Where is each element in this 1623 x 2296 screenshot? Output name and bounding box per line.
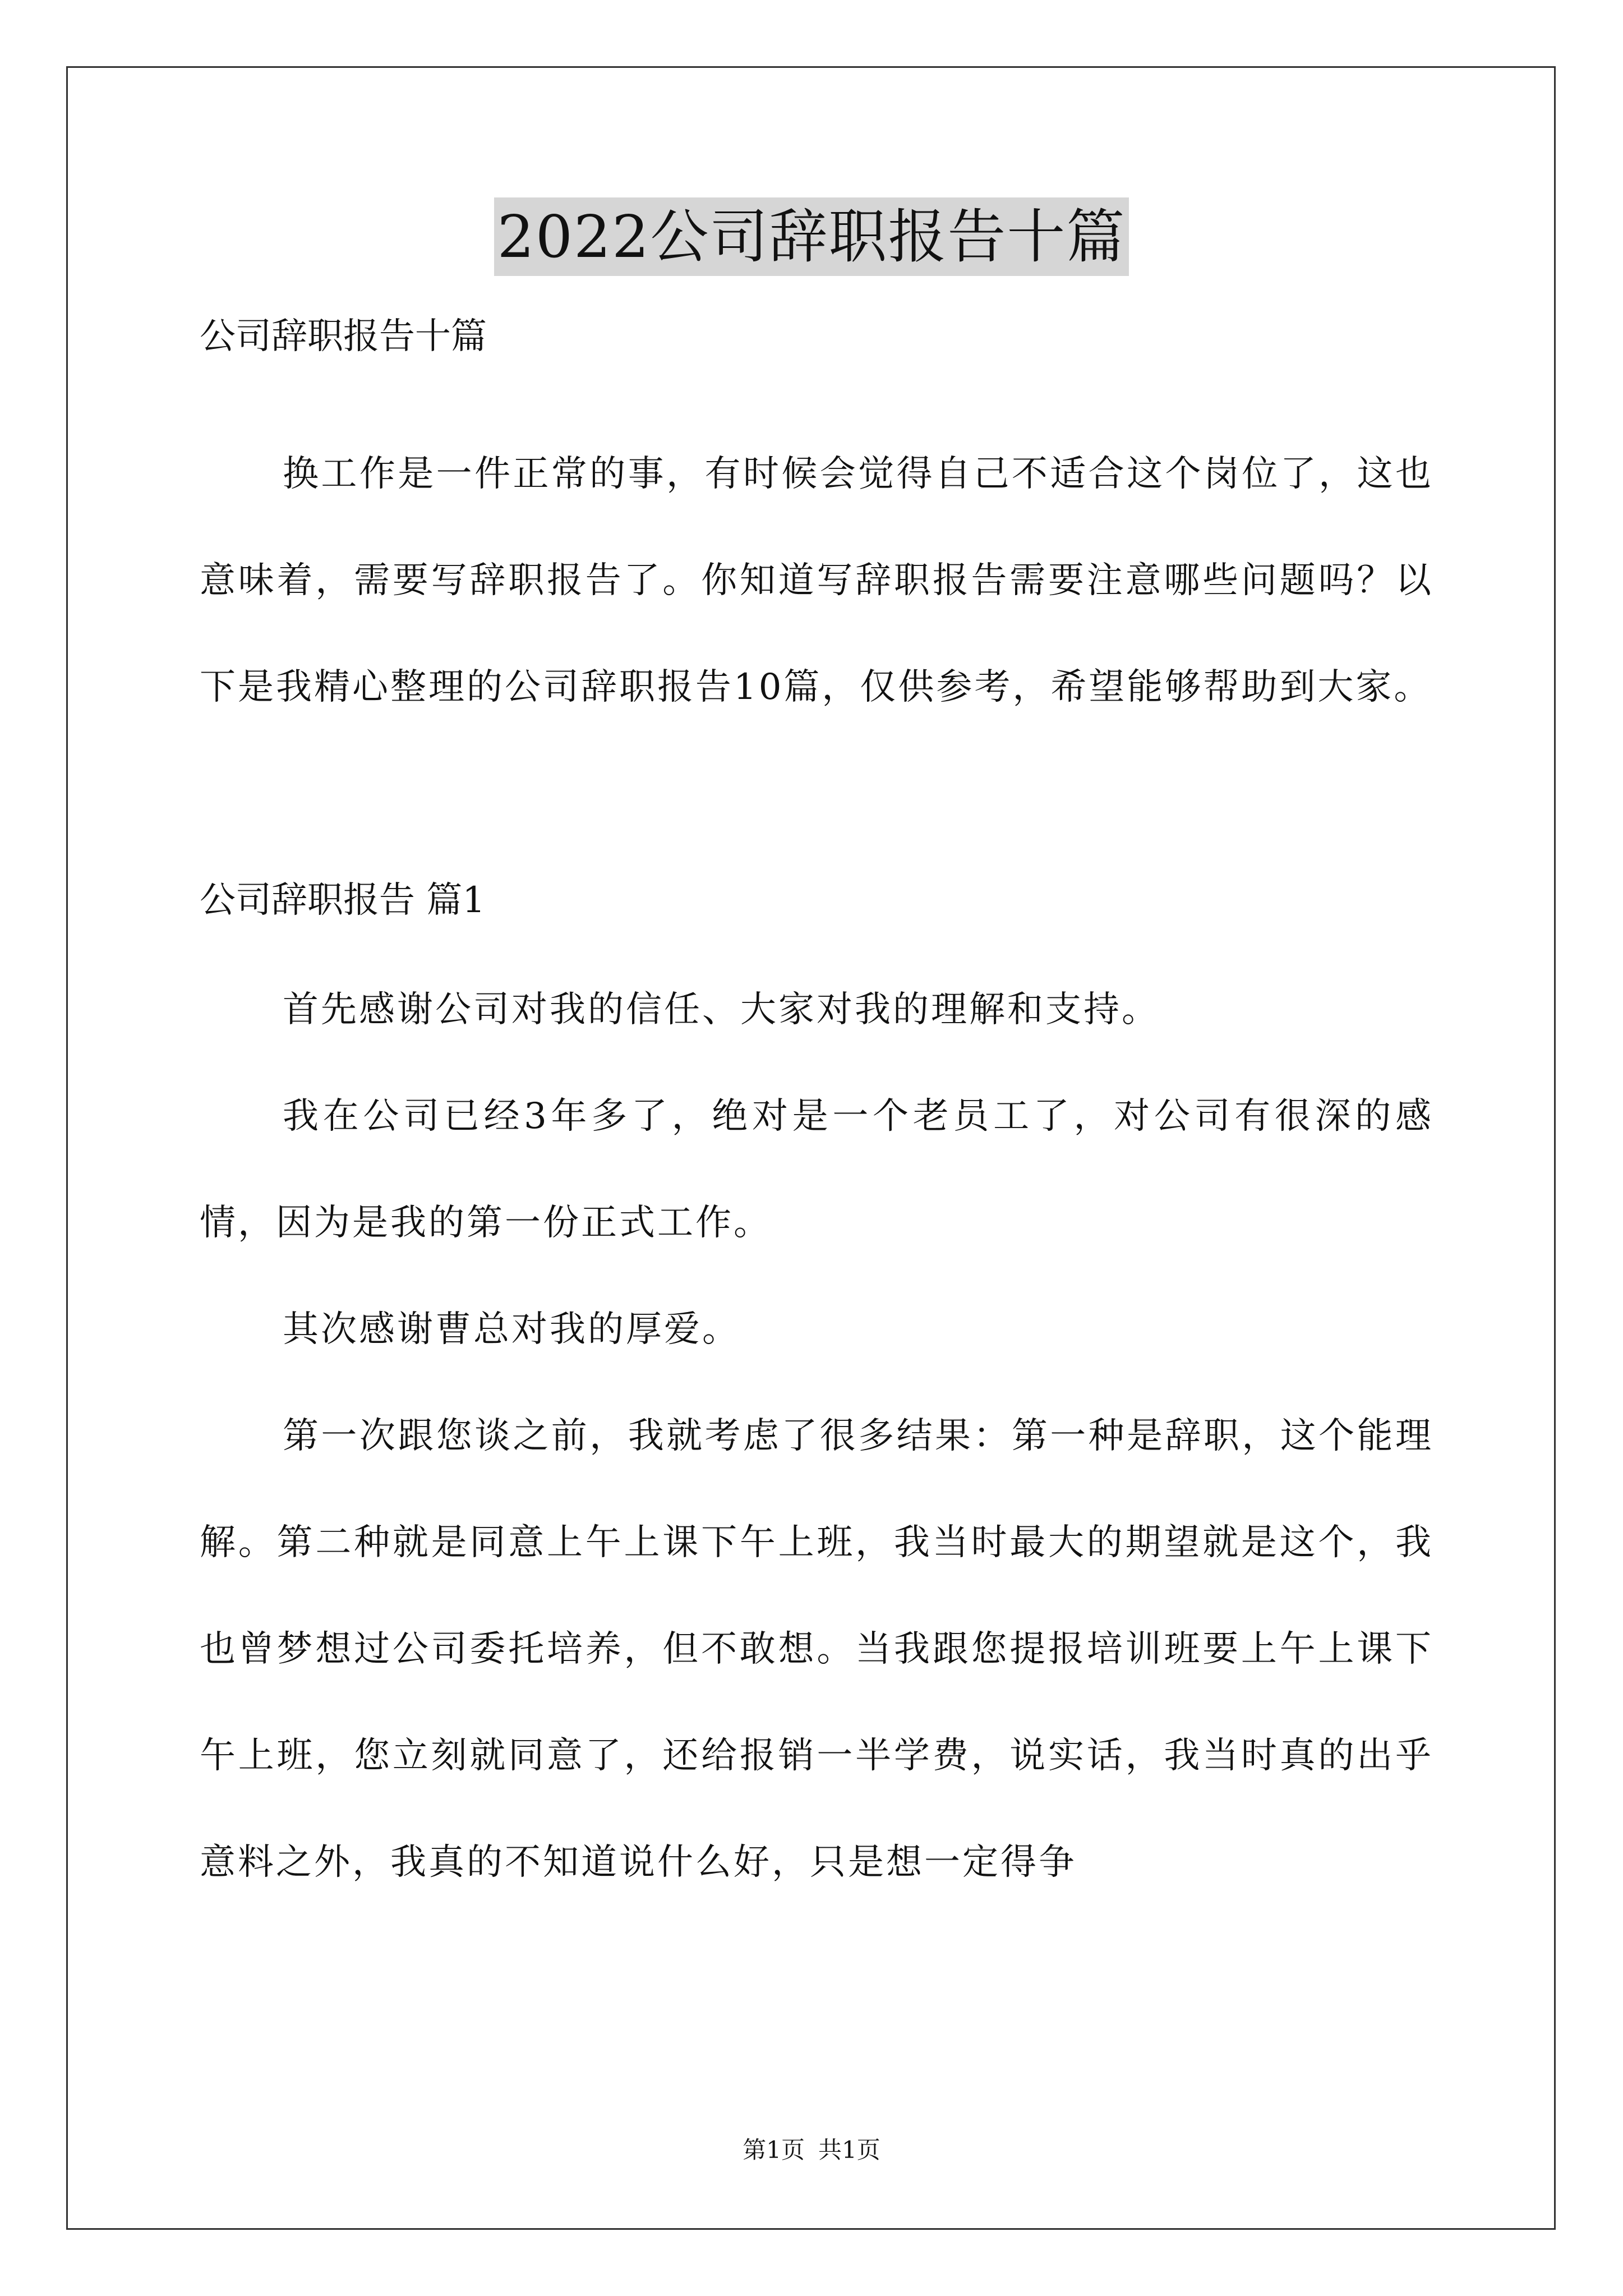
body-paragraph: 其次感谢曹总对我的厚爱。	[283, 1309, 740, 1350]
body-paragraph: 首先感谢公司对我的信任、大家对我的理解和支持。	[283, 989, 1160, 1030]
page-total: 共1页	[818, 2136, 880, 2164]
page-number: 第1页	[743, 2136, 805, 2164]
intro-paragraph: 换工作是一件正常的事，有时候会觉得自己不适合这个岗位了，这也意味着，需要写辞职报告了。你知道写辞职报告需要注意哪些问题吗？以下是我精心整理的公司辞职报告10篇，仅供参考，希望能够帮助到大家。	[200, 453, 1433, 708]
title-container	[0, 197, 1623, 276]
document-title: 2022公司辞职报告十篇	[494, 197, 1129, 276]
document-subtitle: 公司辞职报告十篇	[200, 316, 487, 357]
page-footer	[0, 2136, 1623, 2164]
body-paragraph: 第一次跟您谈之前，我就考虑了很多结果：第一种是辞职，这个能理解。第二种就是同意上午上课下午上班，我当时最大的期望就是这个，我也曾梦想过公司委托培养，但不敢想。当我跟您提报培训班要上午上课下午上班，您立刻就同意了，还给报销一半学费，说实话，我当时真的出乎意料之外，我真的不知道说什么好，只是想一定得争	[200, 1415, 1433, 1883]
body-paragraph: 我在公司已经3年多了，绝对是一个老员工了，对公司有很深的感情，因为是我的第一份正式工作。	[200, 1096, 1433, 1244]
section-heading: 公司辞职报告 篇1	[200, 880, 486, 921]
document-body	[200, 314, 1433, 1916]
